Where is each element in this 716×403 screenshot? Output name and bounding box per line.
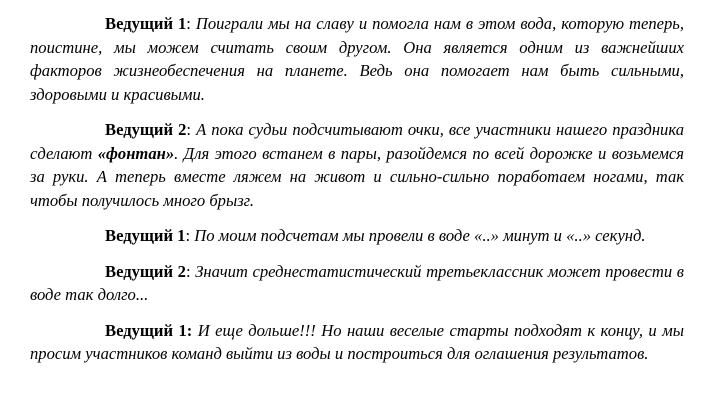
speaker-colon: :: [185, 261, 196, 281]
speaker-label: Ведущий 1: [105, 14, 187, 33]
paragraph-2: [30, 118, 684, 212]
speaker-colon: :: [185, 226, 195, 245]
paragraph-1: [30, 12, 684, 106]
speaker-colon: :: [186, 14, 196, 33]
speaker-label: Ведущий 2: [105, 261, 186, 281]
emphasis-text: «фонтан»: [97, 143, 175, 163]
speech-text-continued: . Для этого встанем в пары, разойдемся по всей дорожке и возьмемся за руки. А теперь вместе ляжем на живот и сильно-сильно поработаем ногами, так чтобы получилось много брызг.: [30, 143, 685, 210]
speech-text: А пока судьи подсчитывают очки, все участники нашего праздника сделают: [30, 120, 684, 163]
speaker-label: Ведущий 2: [105, 120, 187, 139]
speech-text: И еще дольше!!! Но наши веселые старты подходят к концу, и мы просим участников команд выйти из воды и построиться для оглашения результатов.: [30, 320, 684, 363]
speech-text: Поиграли мы на славу и помогла нам в этом вода, которую теперь, поистине, мы можем считать своим другом. Она является одним из важнейших факторов жизнеобеспечения на планете. Ведь она помогает нам быть сильными, здоровыми и красивыми.: [30, 14, 684, 104]
speaker-label: Ведущий 1:: [105, 320, 193, 340]
speaker-label: Ведущий 1: [105, 226, 186, 245]
paragraph-3: [30, 224, 684, 248]
speech-text: Значит среднестатистический третьеклассник может провести в воде так долго...: [30, 261, 685, 304]
speech-text: По моим подсчетам мы провели в воде «..» минут и «..» секунд.: [194, 226, 646, 245]
paragraph-5: [30, 319, 684, 366]
speaker-colon: :: [186, 120, 197, 139]
paragraph-4: [30, 260, 684, 307]
